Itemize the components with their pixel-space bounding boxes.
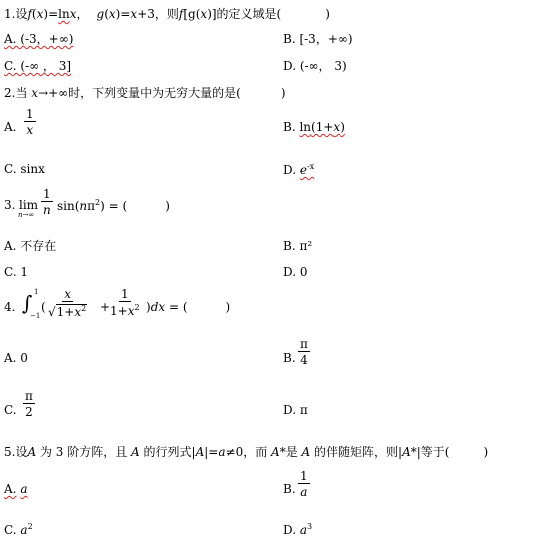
question-2-stem: 2.当 x→+∞时，下列变量中为无穷大量的是( ) (4, 86, 286, 100)
option-5d[interactable]: D. $a^3$ (283, 522, 313, 537)
question-4-number: 4. (4, 300, 16, 314)
question-1-stem: 1.设f(x)=lnx， g(x)=x+3，则f[g(x)]的定义域是( ) (4, 7, 330, 21)
integrand-fraction-1: x √ $1+x^2$ (48, 287, 87, 319)
option-1b[interactable]: B. [-3，+∞) (283, 32, 353, 46)
integrand-fraction-2: $\frac{1}{1+x^2}$ (110, 287, 140, 318)
option-4c-label[interactable]: C. (4, 403, 17, 417)
question-3-number: 3. (4, 198, 16, 212)
option-4c-fraction: $\frac{\pi}{2}$ (25, 389, 33, 419)
option-3a[interactable]: A. 不存在 (4, 239, 57, 253)
question-3-expression: $\sin(n\pi^2)$ = ( ) (57, 198, 170, 213)
plus-sign: + (100, 300, 111, 314)
option-1d[interactable]: D. (-∞， 3) (283, 59, 347, 73)
option-2d[interactable]: D. $e^{-x}$ (283, 162, 315, 177)
open-paren: ( (41, 300, 46, 314)
option-5b-label[interactable]: B. (283, 482, 296, 496)
limit-subscript: n→∞ (18, 211, 35, 219)
option-2a-fraction: $\frac{1}{x}$ (26, 107, 34, 137)
option-1c[interactable]: C. (-∞ ， 3] (4, 59, 72, 73)
integral-sign: ∫ (22, 291, 33, 315)
option-4a[interactable]: A. 0 (4, 351, 28, 365)
option-3c[interactable]: C. 1 (4, 265, 29, 279)
question-3-fraction: $\frac{1}{n}$ (42, 187, 51, 217)
option-3b[interactable]: B. π² (283, 239, 313, 253)
option-2b[interactable]: B. ln(1+x) (283, 120, 345, 134)
question-4-tail: )dx = ( ) (146, 300, 231, 314)
option-5a[interactable]: A. a (4, 482, 28, 496)
option-4d[interactable]: D. π (283, 403, 308, 417)
option-4b-fraction: $\frac{\pi}{4}$ (300, 337, 308, 367)
question-number: 2. (4, 86, 16, 100)
question-5-stem: 5.设A 为 3 阶方阵，且 A 的行列式|A|=a≠0，而 A*是 A 的伴随矩阵，则|A*|等于( ) (4, 445, 489, 459)
option-1a[interactable]: A. (-3，+∞) (4, 32, 74, 46)
limit-symbol: lim (19, 198, 39, 212)
option-5b-fraction: $\frac{1}{a}$ (300, 469, 308, 499)
question-number: 5. (4, 445, 16, 459)
sqrt-icon: √ (48, 305, 56, 319)
option-5c[interactable]: C. $a^2$ (4, 522, 33, 537)
integral-lower-limit: −1 (30, 312, 41, 320)
option-4b-label[interactable]: B. (283, 351, 296, 365)
integral-upper-limit: 1 (34, 288, 39, 296)
option-3d[interactable]: D. 0 (283, 265, 308, 279)
option-2c[interactable]: C. sinx (4, 162, 45, 176)
question-number: 1. (4, 7, 16, 21)
option-2a-label[interactable]: A. (4, 120, 17, 134)
